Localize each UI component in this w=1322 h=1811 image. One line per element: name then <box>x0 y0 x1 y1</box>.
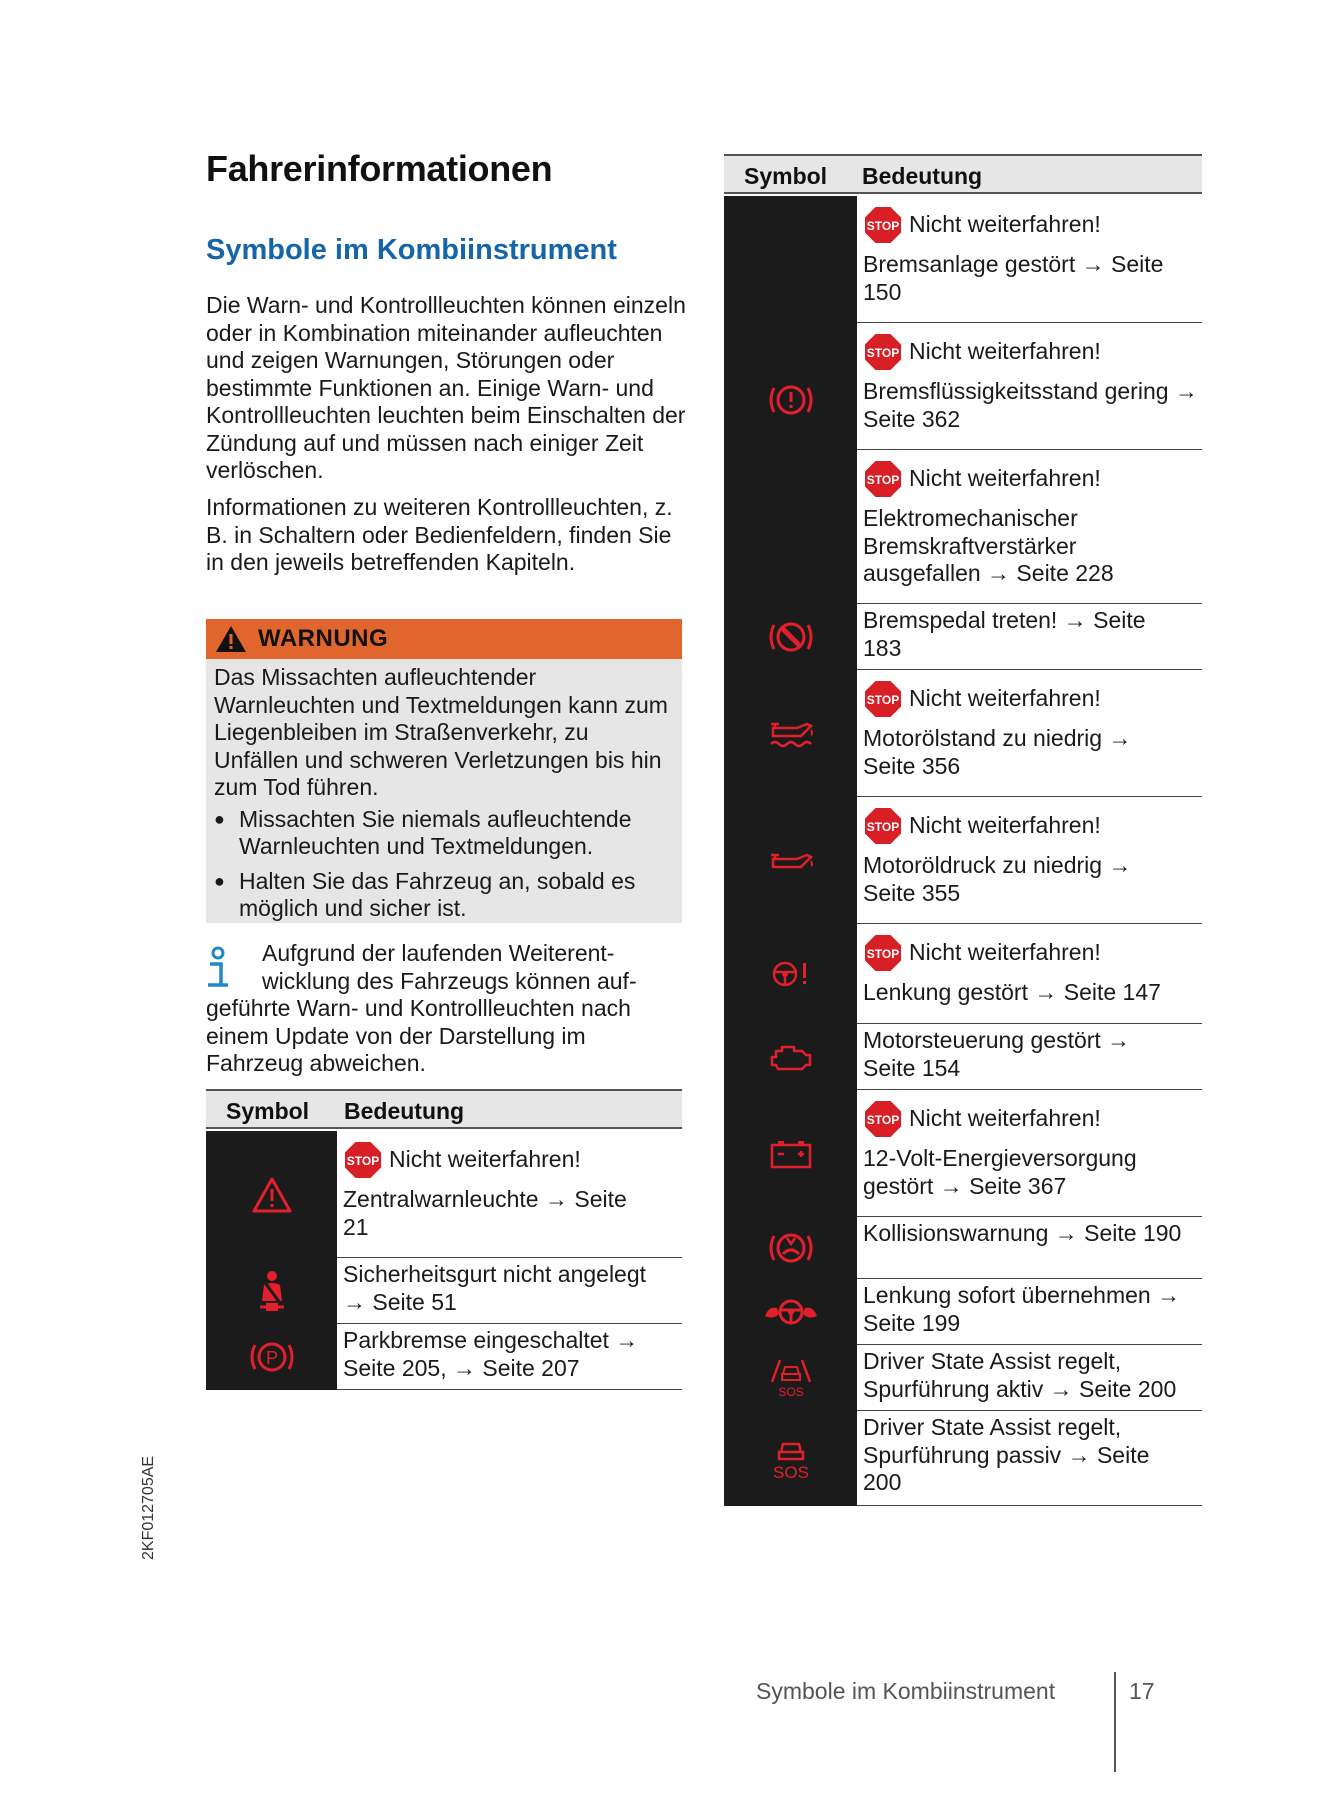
symbol-cell <box>724 924 857 1024</box>
symbol-cell <box>724 604 857 670</box>
stop-sign-icon <box>863 806 903 846</box>
table-row <box>724 196 1202 604</box>
table-row <box>724 1279 1202 1345</box>
symbol-cell <box>206 1324 337 1390</box>
meaning-cell <box>857 1217 1202 1279</box>
take-over-steering-icon <box>761 1296 821 1328</box>
table-row <box>724 604 1202 670</box>
header-symbol: Symbol <box>226 1098 310 1124</box>
meaning-cell <box>337 1258 682 1324</box>
svg-text:STOP: STOP <box>866 473 900 487</box>
battery-icon <box>769 1138 813 1170</box>
table-row <box>724 797 1202 924</box>
table-row <box>724 924 1202 1024</box>
warning-header <box>206 619 682 659</box>
header-symbol: Symbol <box>744 163 828 189</box>
stop-label: Nicht weiterfahren! <box>909 211 1101 238</box>
symbol-cell <box>724 1217 857 1279</box>
meaning-text: Bremsflüssigkeitsstand gering → Seite 362 <box>863 378 1198 432</box>
table-row <box>206 1324 682 1390</box>
meaning-text: Parkbremse eingeschaltet → Seite 205, → Seite 207 <box>343 1327 639 1381</box>
svg-text:P: P <box>265 1348 278 1368</box>
meaning-text: Sicherheitsgurt nicht angelegt → Seite 51 <box>343 1261 647 1315</box>
symbol-cell <box>724 1411 857 1506</box>
intro-paragraph-1: Die Warn- und Kontrollleuchten können einzeln oder in Kombination miteinander aufleuchten und zeigen Warnungen, Störungen oder bestimmte Funktionen an. Einige Warn- und Kontrollleuchten leuchten beim Einschalten der Zündung auf und müssen nach einiger Zeit verlöschen. <box>206 292 686 483</box>
header-meaning: Bedeutung <box>862 163 983 189</box>
meaning-cell <box>857 670 1202 797</box>
parking-brake-icon <box>246 1337 298 1377</box>
table-row <box>724 1217 1202 1279</box>
svg-text:STOP: STOP <box>866 820 900 834</box>
info-note-line-2: wicklung des Fahrzeugs können auf- <box>262 967 637 994</box>
table-header <box>724 154 1202 194</box>
meaning-cell <box>857 797 1202 924</box>
stop-label: Nicht weiterfahren! <box>909 338 1101 365</box>
stop-label: Nicht weiterfahren! <box>909 939 1101 966</box>
meaning-text: Elektromechanischer Bremskraftverstärker ausgefallen → Seite 228 <box>863 505 1114 586</box>
meaning-text: Bremsanlage gestört → Seite 150 <box>863 251 1164 305</box>
svg-text:STOP: STOP <box>866 947 900 961</box>
warning-text: Das Missachten aufleuchtender Warnleuchten und Textmeldungen kann zum Liegenbleiben im Straßenverkehr, zu Unfällen und schweren Verletzungen bis hin zum Tod führen. <box>214 664 668 800</box>
meaning-cell <box>857 1090 1202 1217</box>
svg-text:STOP: STOP <box>866 219 900 233</box>
stop-label: Nicht weiterfahren! <box>389 1146 581 1173</box>
sos-label: SOS <box>772 1462 809 1482</box>
table-row <box>206 1258 682 1324</box>
svg-text:STOP: STOP <box>866 693 900 707</box>
meaning-cell <box>857 604 1202 670</box>
warning-bullet: ● Halten Sie das Fahrzeug an, sobald es möglich und sicher ist. <box>214 868 674 923</box>
meaning-text: Driver State Assist regelt, Spurführung aktiv → Seite 200 <box>863 1348 1177 1402</box>
warning-bullet: ● Missachten Sie niemals aufleuchtende Warnleuchten und Textmeldungen. <box>214 806 674 861</box>
press-brake-pedal-icon <box>765 617 817 657</box>
meaning-text: Motorölstand zu niedrig → Seite 356 <box>863 725 1132 779</box>
meaning-cell <box>857 924 1202 1024</box>
meaning-cell <box>337 1131 682 1258</box>
footer-section-title: Symbole im Kombiinstrument <box>756 1678 1056 1704</box>
intro-paragraph-2: Informationen zu weiteren Kontrollleuchten, z. B. in Schaltern oder Bedienfeldern, finden Sie in den jeweils betreffenden Kapiteln. <box>206 494 673 575</box>
meaning-entry <box>857 196 1202 323</box>
stop-label: Nicht weiterfahren! <box>909 1105 1101 1132</box>
svg-text:STOP: STOP <box>866 1113 900 1127</box>
symbol-cell <box>724 1345 857 1411</box>
sos-label: SOS <box>777 1385 804 1399</box>
symbol-cell <box>724 1024 857 1090</box>
header-meaning: Bedeutung <box>344 1098 465 1124</box>
symbol-cell <box>724 670 857 797</box>
meaning-text: Motorsteuerung gestört → Seite 154 <box>863 1027 1131 1081</box>
symbol-cell <box>206 1258 337 1324</box>
table-row <box>206 1131 682 1258</box>
meaning-cell <box>857 1411 1202 1506</box>
stop-sign-icon <box>863 459 903 499</box>
stop-label: Nicht weiterfahren! <box>909 685 1101 712</box>
brake-warning-icon <box>765 380 817 420</box>
info-note <box>206 940 686 1078</box>
oil-level-icon <box>767 718 815 750</box>
meaning-cell <box>857 1279 1202 1345</box>
engine-fault-icon <box>768 1041 814 1073</box>
meaning-entry <box>857 450 1202 604</box>
meaning-text: Bremspedal treten! → Seite 183 <box>863 607 1146 661</box>
table-header <box>206 1089 682 1129</box>
table-row <box>724 1411 1202 1506</box>
symbol-cell <box>724 1279 857 1345</box>
page-title: Fahrerinformationen <box>206 148 553 189</box>
meaning-text: Lenkung sofort übernehmen → Seite 199 <box>863 1282 1181 1336</box>
symbol-cell <box>724 196 857 604</box>
seatbelt-icon <box>252 1269 292 1313</box>
meaning-cell <box>857 1345 1202 1411</box>
meaning-text: Kollisionswarnung → Seite 190 <box>863 1220 1182 1246</box>
oil-pressure-icon <box>767 849 815 873</box>
warning-title: WARNUNG <box>258 625 389 652</box>
stop-sign-icon <box>863 332 903 372</box>
symbol-cell <box>724 797 857 924</box>
meaning-text: Motoröldruck zu niedrig → Seite 355 <box>863 852 1132 906</box>
svg-text:STOP: STOP <box>866 346 900 360</box>
svg-text:STOP: STOP <box>346 1154 380 1168</box>
stop-sign-icon <box>343 1140 383 1180</box>
stop-sign-icon <box>863 679 903 719</box>
table-row <box>724 1024 1202 1090</box>
warning-triangle-icon <box>214 624 248 654</box>
warning-body <box>206 659 682 923</box>
stop-sign-icon <box>863 1099 903 1139</box>
meaning-entry <box>857 323 1202 450</box>
meaning-cell <box>337 1324 682 1390</box>
footer-divider <box>1114 1672 1116 1772</box>
document-code: 2KF012705AE <box>140 1455 157 1560</box>
meaning-cell <box>857 1024 1202 1090</box>
collision-warning-icon <box>765 1228 817 1268</box>
meaning-text: 12-Volt-Energieversorgung gestört → Seite 367 <box>863 1145 1137 1199</box>
stop-sign-icon <box>863 205 903 245</box>
meaning-text: Driver State Assist regelt, Spurführung passiv → Seite 200 <box>863 1414 1150 1495</box>
table-row <box>724 1345 1202 1411</box>
info-note-rest: geführte Warn- und Kontrollleuchten nach einem Update von der Darstellung im Fahrzeug abweichen. <box>206 995 631 1076</box>
stop-sign-icon <box>863 933 903 973</box>
table-row <box>724 1090 1202 1217</box>
page-number: 17 <box>1129 1678 1155 1704</box>
section-title: Symbole im Kombiinstrument <box>206 234 617 266</box>
central-warning-icon <box>250 1175 294 1215</box>
symbol-cell <box>724 1090 857 1217</box>
symbol-cell <box>206 1131 337 1258</box>
stop-label: Nicht weiterfahren! <box>909 812 1101 839</box>
stop-label: Nicht weiterfahren! <box>909 465 1101 492</box>
table-row <box>724 670 1202 797</box>
driver-assist-passive-icon <box>766 1434 816 1484</box>
meaning-text: Zentralwarnleuchte → Seite 21 <box>343 1186 627 1240</box>
info-note-line-1: Aufgrund der laufenden Weiterent- <box>262 940 615 966</box>
meaning-cell <box>857 196 1202 604</box>
driver-assist-active-icon <box>766 1356 816 1400</box>
steering-fault-icon <box>769 958 813 990</box>
meaning-text: Lenkung gestört → Seite 147 <box>863 979 1161 1005</box>
